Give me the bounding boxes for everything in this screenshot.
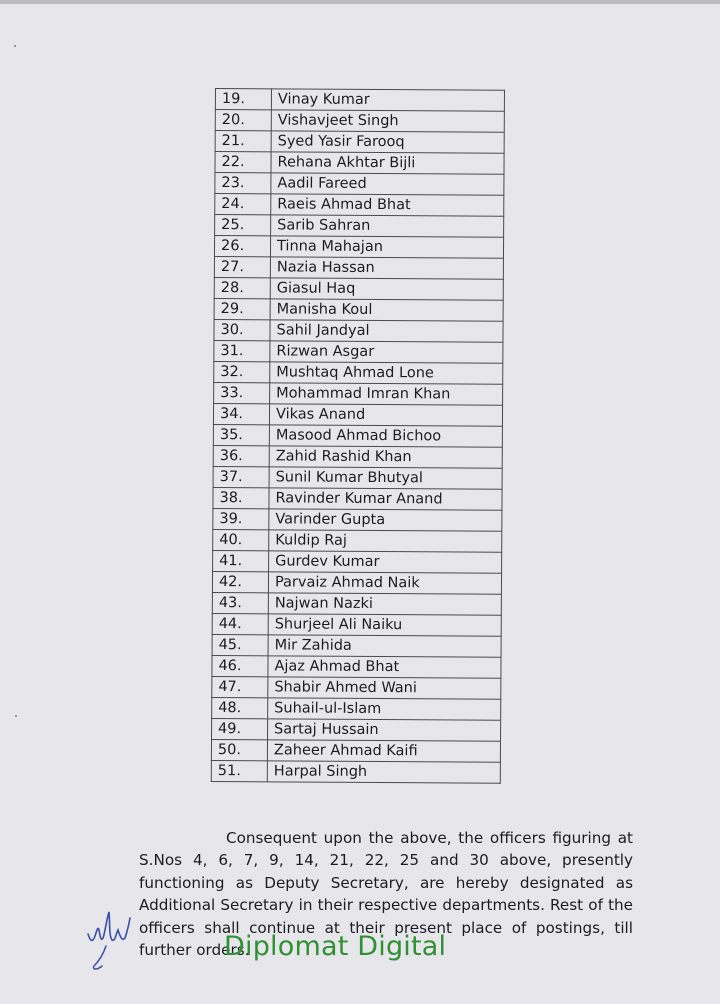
officer-name-cell: Parvaiz Ahmad Naik (268, 572, 501, 594)
serial-number-cell: 35. (213, 424, 269, 445)
serial-number-cell: 26. (214, 236, 270, 257)
serial-number-cell: 45. (212, 634, 268, 655)
table-row (213, 403, 502, 426)
officer-name-cell: Harpal Singh (267, 761, 500, 783)
officer-name-cell: Shurjeel Ali Naiku (268, 614, 501, 636)
serial-number-cell: 38. (213, 487, 269, 508)
officer-name-cell: Sunil Kumar Bhutyal (269, 467, 502, 489)
serial-number-cell: 30. (214, 319, 270, 340)
table-row (214, 236, 503, 259)
table-row (215, 152, 504, 175)
serial-number-cell: 22. (215, 152, 271, 173)
officer-name-cell: Najwan Nazki (268, 593, 501, 615)
officer-name-cell: Ravinder Kumar Anand (269, 488, 502, 510)
table-row (215, 215, 504, 238)
table-row (213, 424, 502, 447)
table-row (214, 361, 503, 384)
serial-number-cell: 32. (214, 361, 270, 382)
table-row (213, 445, 502, 468)
scan-speck (15, 715, 17, 717)
serial-number-cell: 49. (212, 718, 268, 739)
table-row (215, 110, 504, 133)
table-row (212, 718, 501, 741)
officer-name-cell: Mohammad Imran Khan (270, 383, 503, 405)
scan-speck (14, 45, 16, 47)
serial-number-cell: 47. (212, 676, 268, 697)
officer-name-cell: Zaheer Ahmad Kaifi (267, 740, 500, 762)
serial-number-cell: 19. (215, 89, 271, 110)
table-row (214, 298, 503, 321)
officer-name-cell: Mushtaq Ahmad Lone (270, 362, 503, 384)
officer-name-cell: Tinna Mahajan (270, 236, 503, 258)
serial-number-cell: 27. (214, 256, 270, 277)
officer-name-cell: Nazia Hassan (270, 257, 503, 279)
serial-number-cell: 29. (214, 298, 270, 319)
serial-number-cell: 31. (214, 340, 270, 361)
handwritten-signature-icon (82, 900, 140, 978)
serial-number-cell: 50. (211, 739, 267, 760)
table-row (215, 89, 504, 112)
officer-name-cell: Varinder Gupta (269, 509, 502, 531)
officer-name-cell: Giasul Haq (270, 278, 503, 300)
table-row (215, 131, 504, 154)
watermark-text: Diplomat Digital (224, 931, 447, 962)
serial-number-cell: 48. (212, 697, 268, 718)
serial-number-cell: 23. (215, 173, 271, 194)
table-row (215, 173, 504, 196)
officer-name-cell: Sahil Jandyal (270, 320, 503, 342)
order-paragraph: Consequent upon the above, the officers figuring at S.Nos 4, 6, 7, 9, 14, 21, 22, 25 and 30 above, presently functioning as Deputy Secretary, are hereby designated as Additional Secretary in their respective departments. Rest of the officers shall continue at their present place of postings, till further orders. (139, 829, 633, 960)
table-row (214, 256, 503, 279)
table-row (211, 760, 500, 783)
table-row (214, 277, 503, 300)
page-top-edge (0, 0, 720, 4)
serial-number-cell: 36. (213, 445, 269, 466)
serial-number-cell: 42. (212, 571, 268, 592)
officer-name-cell: Sartaj Hussain (268, 719, 501, 741)
serial-number-cell: 33. (214, 382, 270, 403)
officer-name-cell: Vinay Kumar (271, 89, 504, 111)
officer-name-cell: Vishavjeet Singh (271, 110, 504, 132)
table-row (212, 697, 501, 720)
officer-name-cell: Gurdev Kumar (269, 551, 502, 573)
table-row (214, 319, 503, 342)
officer-name-cell: Masood Ahmad Bichoo (269, 425, 502, 447)
serial-number-cell: 39. (213, 508, 269, 529)
serial-number-cell: 46. (212, 655, 268, 676)
officer-name-cell: Rehana Akhtar Bijli (271, 152, 504, 174)
serial-number-cell: 43. (212, 592, 268, 613)
serial-number-cell: 40. (213, 529, 269, 550)
table-row (213, 529, 502, 552)
table-row (212, 613, 501, 636)
table-row (213, 466, 502, 489)
officer-name-cell: Zahid Rashid Khan (269, 446, 502, 468)
serial-number-cell: 51. (211, 760, 267, 781)
table-row (214, 340, 503, 363)
serial-number-cell: 20. (215, 110, 271, 131)
officer-name-cell: Mir Zahida (268, 635, 501, 657)
officer-name-cell: Suhail-ul-Islam (268, 698, 501, 720)
officer-name-cell: Sarib Sahran (271, 215, 504, 237)
officer-name-cell: Manisha Koul (270, 299, 503, 321)
officer-name-cell: Vikas Anand (269, 404, 502, 426)
officer-name-cell: Aadil Fareed (271, 173, 504, 195)
table-row (215, 194, 504, 217)
table-row (213, 550, 502, 573)
officer-name-cell: Kuldip Raj (269, 530, 502, 552)
table-row (212, 676, 501, 699)
officer-name-cell: Rizwan Asgar (270, 341, 503, 363)
table-row (213, 487, 502, 510)
serial-number-cell: 44. (212, 613, 268, 634)
table-row (212, 655, 501, 678)
table-row (212, 571, 501, 594)
serial-number-cell: 25. (215, 215, 271, 236)
serial-number-cell: 28. (214, 277, 270, 298)
serial-number-cell: 41. (213, 550, 269, 571)
officer-name-cell: Shabir Ahmed Wani (268, 677, 501, 699)
serial-number-cell: 21. (215, 131, 271, 152)
officers-table-body (211, 89, 504, 784)
table-row (212, 592, 501, 615)
officer-name-cell: Raeis Ahmad Bhat (271, 194, 504, 216)
officer-name-cell: Ajaz Ahmad Bhat (268, 656, 501, 678)
serial-number-cell: 24. (215, 194, 271, 215)
table-row (213, 508, 502, 531)
table-row (211, 739, 500, 762)
officer-name-cell: Syed Yasir Farooq (271, 131, 504, 153)
table-row (212, 634, 501, 657)
officers-table (211, 88, 505, 784)
table-row (214, 382, 503, 405)
serial-number-cell: 34. (213, 403, 269, 424)
serial-number-cell: 37. (213, 466, 269, 487)
